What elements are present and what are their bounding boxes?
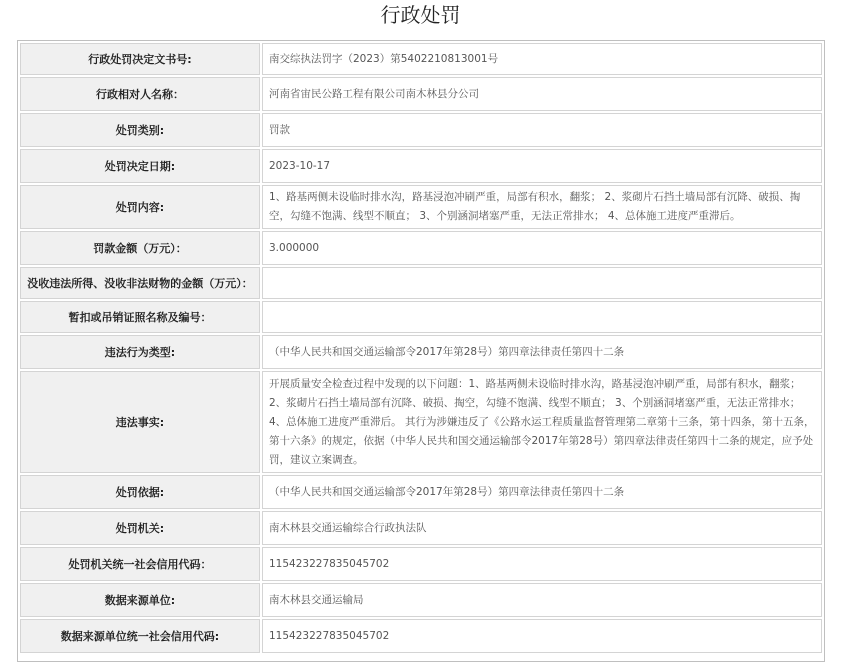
- row-label: 行政相对人名称：: [20, 77, 260, 111]
- row-label: 处罚决定日期:: [20, 149, 260, 183]
- row-label: 行政处罚决定文书号:: [20, 43, 260, 75]
- table-row: [18, 265, 824, 299]
- row-label: 数据来源单位:: [20, 583, 260, 617]
- table-row: [18, 509, 824, 545]
- page-title: 行政处罚: [380, 3, 461, 27]
- table-row: [18, 183, 824, 229]
- table-row: [18, 473, 824, 509]
- table-row: [18, 229, 824, 265]
- table-row: [18, 333, 824, 369]
- row-label: 处罚类别:: [20, 113, 260, 147]
- row-label: 处罚机关:: [20, 511, 260, 545]
- penalty-table: [17, 40, 825, 662]
- table-row: [18, 111, 824, 147]
- table-row: [18, 581, 824, 617]
- row-value: （中华人民共和国交通运输部令2017年第28号）第四章法律责任第四十二条: [262, 475, 822, 509]
- row-label: 处罚内容:: [20, 185, 260, 229]
- row-label: 违法事实:: [20, 371, 260, 473]
- table-row: [18, 75, 824, 111]
- row-label: 处罚机关统一社会信用代码：: [20, 547, 260, 581]
- row-value: 115423227835045702: [262, 619, 822, 653]
- row-value: 2023-10-17: [262, 149, 822, 183]
- row-value: 南木林县交通运输综合行政执法队: [262, 511, 822, 545]
- row-label: 违法行为类型:: [20, 335, 260, 369]
- row-value: 3.000000: [262, 231, 822, 265]
- row-label: 没收违法所得、没收非法财物的金额（万元）：: [20, 267, 260, 299]
- table-row: [18, 147, 824, 183]
- row-value: [262, 267, 822, 299]
- row-label: 处罚依据:: [20, 475, 260, 509]
- table-row: [18, 545, 824, 581]
- row-value: 115423227835045702: [262, 547, 822, 581]
- table-row: [18, 369, 824, 473]
- table-row: [18, 41, 824, 75]
- row-label: 数据来源单位统一社会信用代码:: [20, 619, 260, 653]
- table-row: [18, 299, 824, 333]
- row-value: 河南省宙民公路工程有限公司南木林县分公司: [262, 77, 822, 111]
- row-label: 罚款金额（万元）：: [20, 231, 260, 265]
- row-value: [262, 301, 822, 333]
- row-value: 开展质量安全检查过程中发现的以下问题：1、路基两侧未设临时排水沟，路基浸泡冲刷严重，局部有积水，翻浆； 2、浆砌片石挡土墙局部有沉降、破损、掏空，勾缝不饱满、线型不顺直； 3、个别涵洞堵塞严重，无法正常排水； 4、总体施工进度严重滞后。 其行为涉嫌违反了《公路水运工程质量监督管理第二章第十三条，第十四条，第十五条，第十六条》的规定，依据（中华人民共和国交通运输部令2017年第28号）第四章法律责任第四十二条的规定，应予处罚，建议立案调查。: [262, 371, 822, 473]
- row-value: （中华人民共和国交通运输部令2017年第28号）第四章法律责任第四十二条: [262, 335, 822, 369]
- table-row: [18, 617, 824, 653]
- row-value: 罚款: [262, 113, 822, 147]
- row-value: 南木林县交通运输局: [262, 583, 822, 617]
- row-label: 暂扣或吊销证照名称及编号：: [20, 301, 260, 333]
- row-value: 1、路基两侧未设临时排水沟，路基浸泡冲刷严重，局部有积水，翻浆； 2、浆砌片石挡土墙局部有沉降、破损、掏空，勾缝不饱满、线型不顺直； 3、个别涵洞堵塞严重，无法正常排水； 4、总体施工进度严重滞后。: [262, 185, 822, 229]
- row-value: 南交综执法罚字（2023）第5402210813001号: [262, 43, 822, 75]
